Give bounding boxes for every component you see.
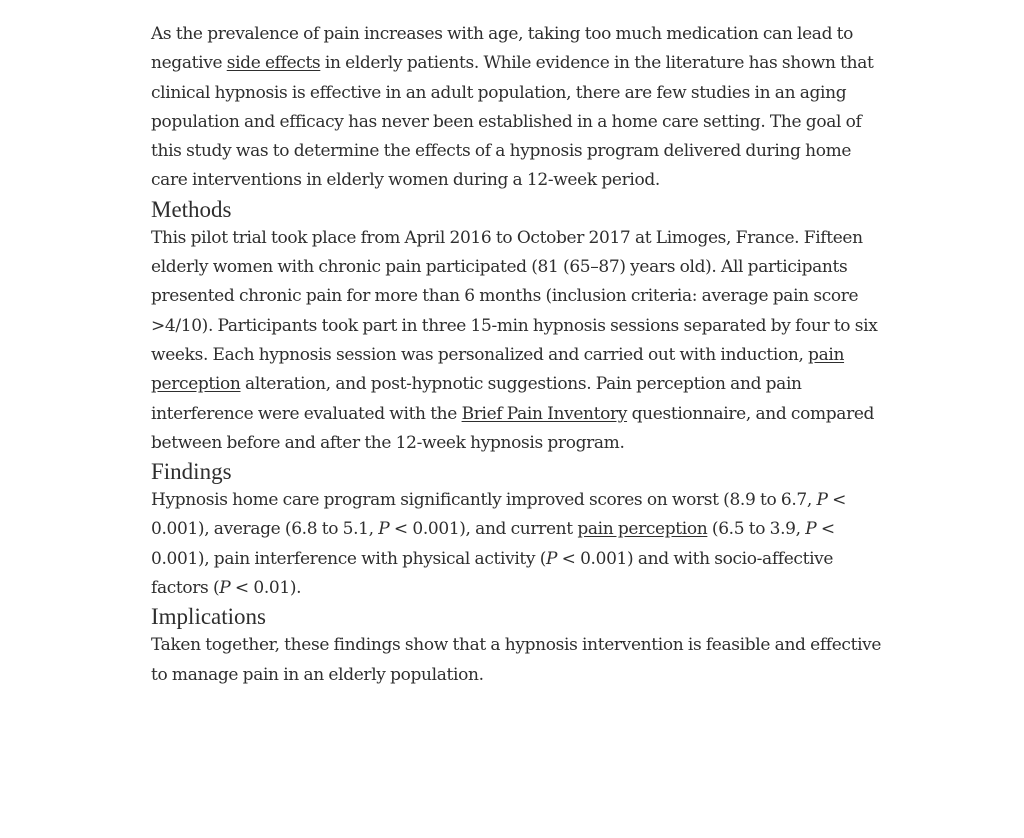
methods-heading: Methods xyxy=(151,196,232,222)
pain-perception-link[interactable]: pain perception xyxy=(577,519,708,540)
p-value-symbol: P xyxy=(219,578,231,599)
p-value-symbol: P xyxy=(546,548,558,569)
intro-text-2: in elderly patients. While evidence in the literature has shown that clinical hypnosis is effective in an adult population, there are few studies in an aging population and efficacy has never been established in a home care setting. The goal of this study was to determine the effects of a hypnosis program delivered during home care interventions in elderly women during a 12-week period. xyxy=(151,53,874,191)
intro-text-1: As the prevalence of pain increases with age, taking too much medication can lead to negative xyxy=(151,24,854,74)
implications-text: Taken together, these findings show that a hypnosis intervention is feasible and effective to manage pain in an elderly population. xyxy=(151,635,882,685)
p-value-symbol: P xyxy=(805,519,817,540)
findings-text-7: < 0.01). xyxy=(230,578,302,599)
findings-text-4: (6.5 to 3.9, xyxy=(707,519,806,540)
abstract xyxy=(151,20,886,690)
methods-text-1: This pilot trial took place from April 2016 to October 2017 at Limoges, France. Fifteen elderly women with chronic pain participated (81 (65–87) years old). All participants presented chronic pain for more than 6 months (inclusion criteria: average pain score >4/10). Participants took part in three 15-min hypnosis sessions separated by four to six weeks. Each hypnosis session was personalized and carried out with induction, xyxy=(151,227,878,365)
methods-text-2: alteration, and post-hypnotic suggestions. Pain perception and pain interference were evaluated with the xyxy=(151,374,802,424)
brief-pain-inventory-link[interactable]: Brief Pain Inventory xyxy=(461,403,628,424)
findings-text-3: < 0.001), and current xyxy=(389,519,578,540)
methods-paragraph xyxy=(151,224,886,458)
implications-paragraph xyxy=(151,631,886,690)
side-effects-link[interactable]: side effects xyxy=(226,53,321,74)
findings-text-6: < 0.001) and with socio-affective factors ( xyxy=(151,548,834,599)
intro-paragraph xyxy=(151,20,886,196)
findings-paragraph xyxy=(151,486,886,603)
findings-text-1: Hypnosis home care program significantly improved scores on worst (8.9 to 6.7, xyxy=(151,490,817,511)
findings-text-5: < 0.001), pain interference with physical activity ( xyxy=(151,519,835,569)
methods-text-3: questionnaire, and compared between before and after the 12-week hypnosis program. xyxy=(151,403,875,453)
findings-text-2: < 0.001), average (6.8 to 5.1, xyxy=(151,490,847,540)
findings-heading: Findings xyxy=(151,459,232,485)
implications-heading: Implications xyxy=(151,604,266,630)
p-value-symbol: P xyxy=(816,490,828,511)
p-value-symbol: P xyxy=(378,519,390,540)
pain-perception-link[interactable]: pain perception xyxy=(151,344,845,395)
